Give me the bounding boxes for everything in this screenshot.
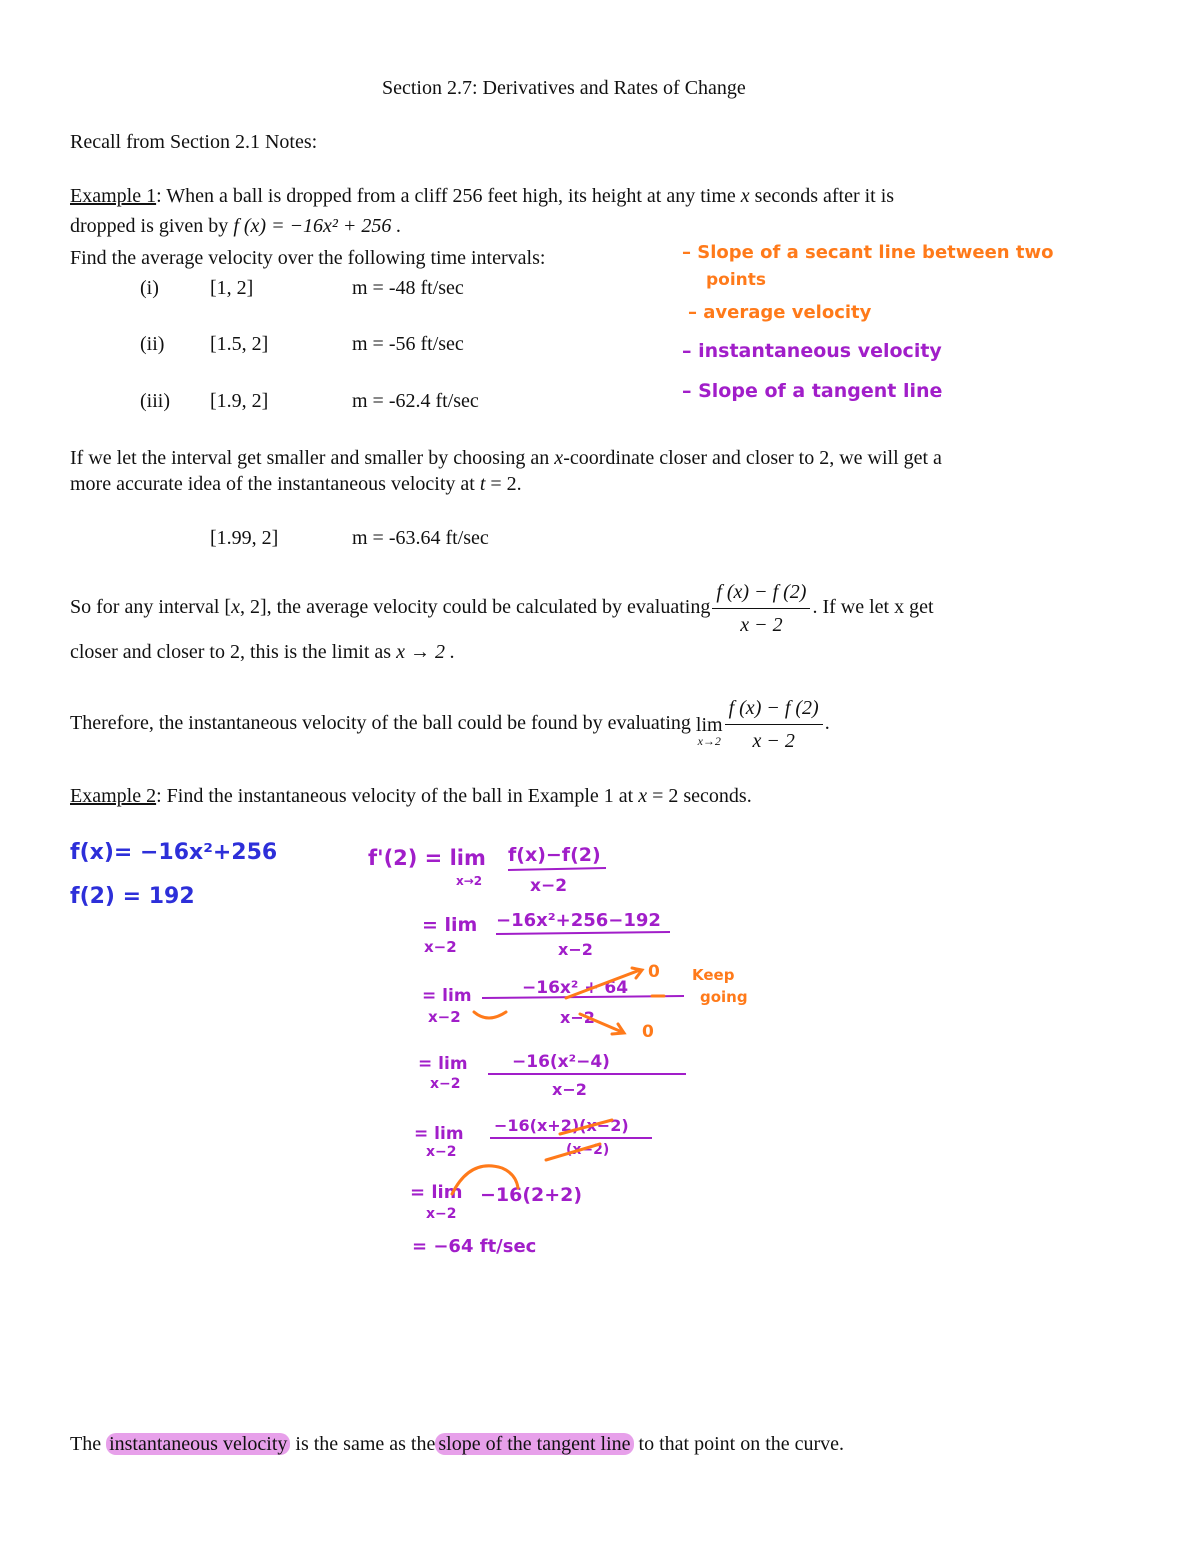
cancel-mark <box>560 1120 612 1134</box>
cancel-arrow <box>474 1012 506 1018</box>
highlight-tangent-slope: slope of the tangent line <box>435 1433 633 1455</box>
hw-step-den: (x−2) <box>566 1142 610 1158</box>
side-note: – instantaneous velocity <box>682 340 942 362</box>
hw-step-lhs: = lim <box>422 914 478 936</box>
cancel-arrow <box>566 970 640 998</box>
page-title: Section 2.7: Derivatives and Rates of Change <box>382 77 746 99</box>
hw-step-num: −16(x+2)(x−2) <box>494 1116 629 1135</box>
hw-step-lhs: f'(2) = lim <box>368 846 486 870</box>
paragraph-average-2: closer and closer to 2, this is the limit as x → 2 . <box>70 641 455 663</box>
hw-step-lhs: = lim <box>422 986 472 1006</box>
hw-step-sub: x−2 <box>424 938 457 956</box>
recall-line: Recall from Section 2.1 Notes: <box>70 131 318 153</box>
handwritten-value: f(2) = 192 <box>70 884 195 909</box>
row-slope: m = -63.64 ft/sec <box>352 527 489 549</box>
example2-label: Example 2 <box>70 785 157 807</box>
hw-step-lhs: = lim <box>418 1054 468 1074</box>
fraction-bar <box>496 932 670 934</box>
hw-zero: 0 <box>648 962 660 982</box>
row-num: (i) <box>140 277 159 299</box>
hw-step-num: −16x² + 64 <box>522 978 629 998</box>
example1-intro: Example 1: When a ball is dropped from a cliff 256 feet high, its height at any time x seconds after it is <box>70 185 895 207</box>
row-interval: [1, 2] <box>210 277 254 299</box>
row-slope: m = -48 ft/sec <box>352 277 464 299</box>
side-note: – Slope of a secant line between two <box>682 242 1054 263</box>
row-num: (iii) <box>140 390 170 412</box>
example1-prompt: Find the average velocity over the following time intervals: <box>70 247 546 269</box>
example2-intro: Example 2: Find the instantaneous velocity of the ball in Example 1 at x = 2 seconds. <box>70 785 752 807</box>
cancel-mark <box>546 1144 600 1160</box>
hw-step-sub: x→2 <box>456 874 483 888</box>
height-formula: f (x) = −16x² + 256 . <box>233 215 402 237</box>
difference-quotient: $\frac{f (x) - f (2)}{x - 2}$ <box>712 578 810 639</box>
paragraph-interval-2: more accurate idea of the instantaneous velocity at t = 2. <box>70 473 522 495</box>
side-note: points <box>706 270 767 290</box>
hw-step-den: x−2 <box>552 1080 587 1099</box>
hw-zero: 0 <box>642 1022 654 1042</box>
row-slope: m = -56 ft/sec <box>352 333 464 355</box>
hw-note: Keep <box>692 966 735 984</box>
hw-step-lhs: = lim <box>410 1182 463 1203</box>
hw-step-den: x−2 <box>530 876 568 896</box>
row-num: (ii) <box>140 333 165 355</box>
highlight-instantaneous-velocity: instantaneous velocity <box>106 1433 290 1455</box>
hw-step-num: −16x²+256−192 <box>496 910 661 931</box>
side-note: – average velocity <box>688 302 872 323</box>
hw-step-sub: x−2 <box>428 1008 461 1026</box>
substitution-arrow <box>452 1166 518 1194</box>
hw-step-num: −16(x²−4) <box>512 1052 610 1072</box>
hw-note: going <box>700 988 748 1006</box>
hw-step-sub: x−2 <box>426 1144 457 1160</box>
paragraph-average: So for any interval [x, 2], the average velocity could be calculated by evaluating $\frac{f (x) - f (2)}{x - 2}$ . If we let x get <box>70 578 934 639</box>
difference-quotient: $\frac{f (x) - f (2)}{x - 2}$ <box>725 694 823 755</box>
hw-answer: = −64 ft/sec <box>412 1236 537 1257</box>
hw-step-den: x−2 <box>558 940 593 959</box>
side-note: – Slope of a tangent line <box>682 380 943 402</box>
fraction-bar <box>508 868 606 870</box>
limit-operator: lim x→2 <box>695 713 723 748</box>
hw-step-den: x−2 <box>560 1008 595 1027</box>
row-slope: m = -62.4 ft/sec <box>352 390 479 412</box>
hw-step-num: f(x)−f(2) <box>508 844 601 866</box>
handwritten-function: f(x)= −16x²+256 <box>70 840 278 865</box>
example1-formula-line: dropped is given by f (x) = −16x² + 256 . <box>70 215 402 237</box>
cancel-arrow <box>580 1014 622 1032</box>
hw-step-sub: x−2 <box>426 1206 457 1222</box>
hw-step-sub: x−2 <box>430 1076 461 1092</box>
conclusion: The instantaneous velocity is the same as the slope of the tangent line to that point on the curve. <box>70 1433 845 1455</box>
example1-label: Example 1 <box>70 185 157 207</box>
row-interval: [1.99, 2] <box>210 527 279 549</box>
row-interval: [1.5, 2] <box>210 333 269 355</box>
hw-step-num: −16(2+2) <box>480 1184 583 1206</box>
hw-step-lhs: = lim <box>414 1124 464 1144</box>
paragraph-instantaneous: Therefore, the instantaneous velocity of the ball could be found by evaluating lim x→2 $\frac{f (x) - f (2)}{x - 2}$ . <box>70 694 830 755</box>
paragraph-interval: If we let the interval get smaller and smaller by choosing an x-coordinate closer and closer to 2, we will get a <box>70 447 942 469</box>
row-interval: [1.9, 2] <box>210 390 269 412</box>
